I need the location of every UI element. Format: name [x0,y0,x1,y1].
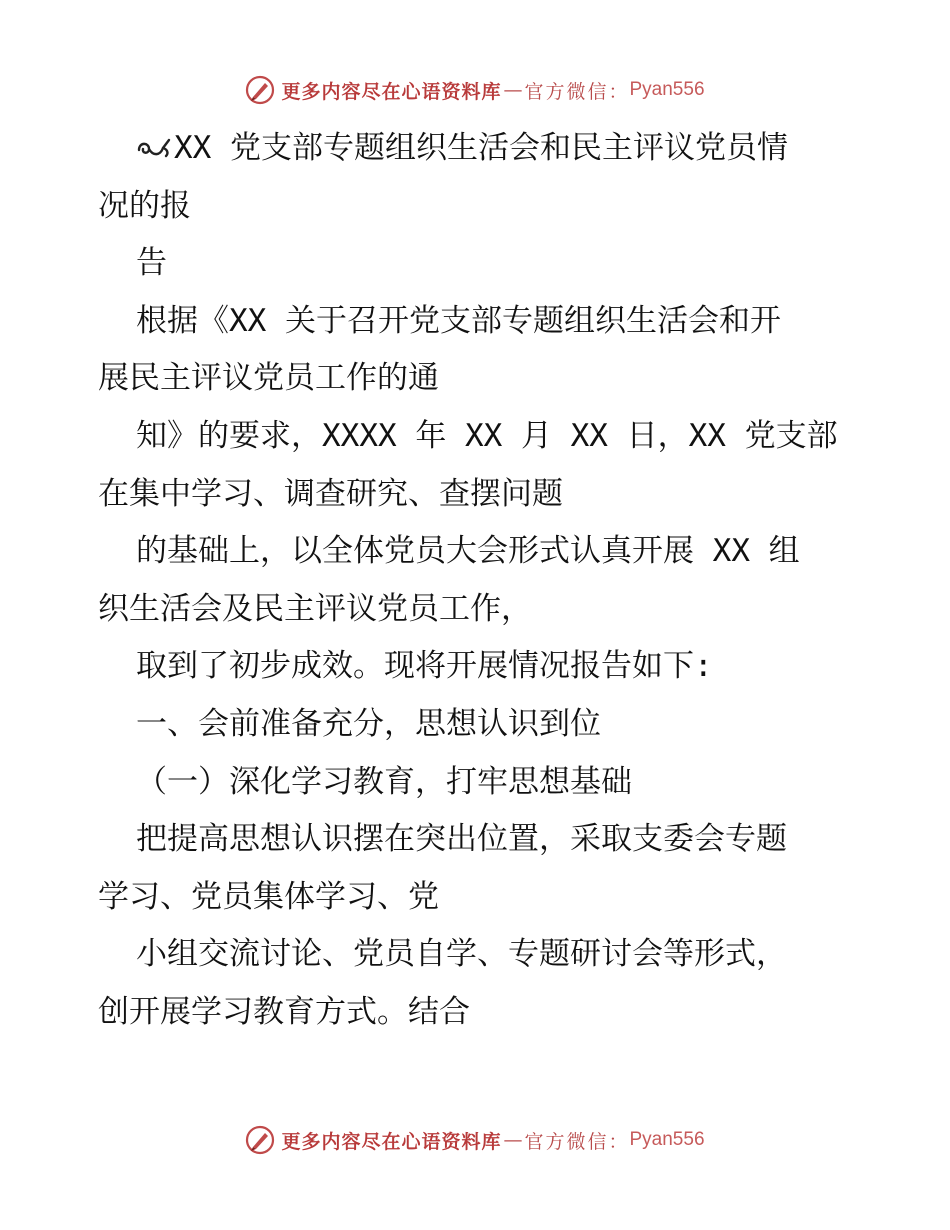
paragraph-line: 在集中学习、调查研究、查摆问题 [98,475,563,512]
paragraph-line: 把提高思想认识摆在突出位置，采取支委会专题 [136,821,787,858]
watermark-wechat-label: 官方微信： [524,1130,630,1153]
document-title-line-1 [98,120,858,178]
document-title-line-3: 告 [136,245,167,282]
paragraph-line: 织生活会及民主评议党员工作， [98,590,532,627]
watermark-banner-bottom [0,1120,950,1160]
paragraph-line: 知》的要求，XXXX 年 XX 月 XX 日，XX 党支部 [136,417,838,454]
watermark-wechat-label: 官方微信： [524,80,630,103]
watermark-dash: — [503,79,523,101]
document-title-text: XX 党支部专题组织生活会和民主评议党员情 [174,130,788,166]
paragraph-line: 根据《XX 关于召开党支部专题组织生活会和开 [136,302,781,339]
paragraph-line: 小组交流讨论、党员自学、专题研讨会等形式， [136,936,787,973]
swirl-ornament-icon [136,134,172,160]
paragraph-line: 创开展学习教育方式。结合 [98,993,470,1030]
watermark-brand: 更多内容尽在心语资料库 [281,80,502,103]
paragraph-line: 学习、党员集体学习、党 [98,878,439,915]
pen-logo-icon [245,1125,275,1155]
document-body [98,120,858,1042]
watermark-banner-top [0,70,950,110]
watermark-dash: — [503,1129,523,1151]
document-title-line-2: 况的报 [98,187,191,224]
section-heading: 一、会前准备充分，思想认识到位 [136,705,601,742]
pen-logo-icon [245,75,275,105]
watermark-wechat-id: Pyan556 [629,79,705,100]
paragraph-line: 的基础上，以全体党员大会形式认真开展 XX 组 [136,533,800,570]
paragraph-line: 展民主评议党员工作的通 [98,360,439,397]
watermark-wechat-id: Pyan556 [629,1129,705,1150]
paragraph-line: 取到了初步成效。现将开展情况报告如下: [136,648,713,685]
subsection-heading: （一）深化学习教育，打牢思想基础 [136,763,632,800]
watermark-brand: 更多内容尽在心语资料库 [281,1130,502,1153]
